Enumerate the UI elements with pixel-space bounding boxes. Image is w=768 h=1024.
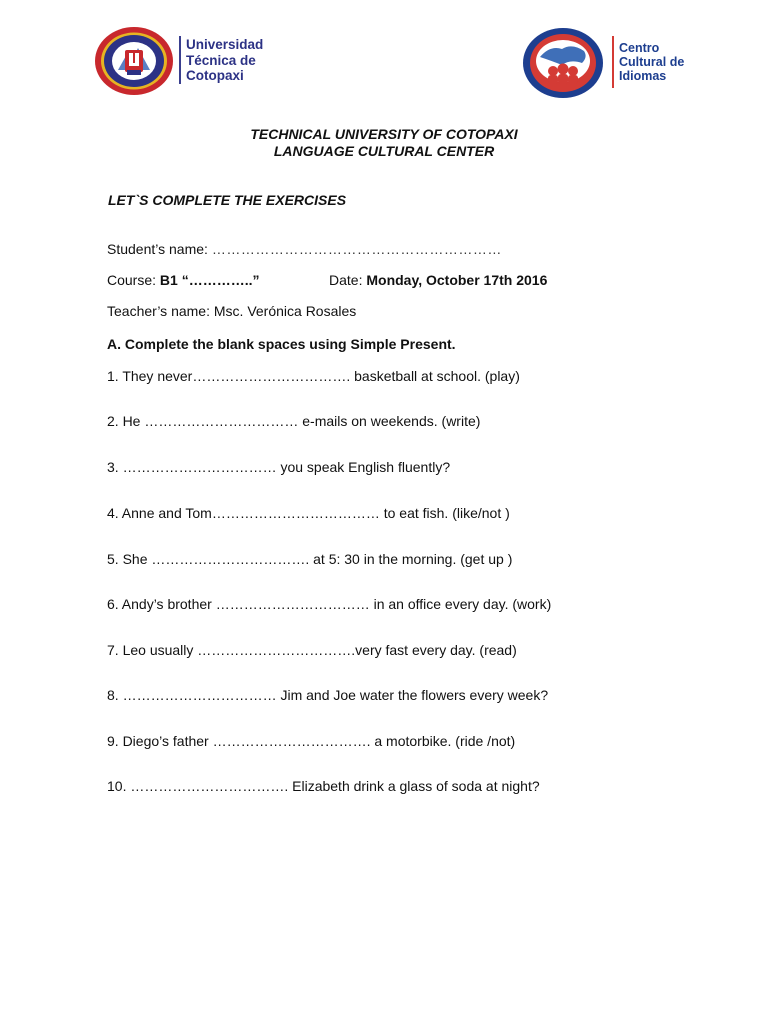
utc-logo-line-2: Técnica de	[186, 52, 256, 68]
exercise-item-1[interactable]: 1. They never……………………………. basketball at school. (play)	[107, 368, 520, 384]
teacher-name-value: Msc. Verónica Rosales	[213, 303, 357, 319]
course-label: Course:	[107, 272, 157, 288]
exercise-item-8[interactable]: 8. …………………………… Jim and Joe water the flowers every week?	[107, 687, 549, 703]
student-name-row	[107, 241, 502, 257]
date-row	[329, 272, 547, 288]
utc-logo-line-3: Cotopaxi	[186, 68, 244, 83]
language-center-line-2: Cultural de	[619, 55, 685, 69]
utc-logo-wordmark	[186, 37, 263, 84]
student-name-blank[interactable]: ……………………………………………………	[211, 241, 502, 257]
document-title-line-1: TECHNICAL UNIVERSITY OF COTOPAXI	[250, 126, 518, 142]
utc-logo-line-1: Universidad	[186, 37, 264, 52]
utc-seal-logo	[94, 26, 174, 96]
language-center-logo-divider	[612, 36, 614, 88]
language-center-line-3: Idiomas	[619, 69, 667, 83]
exercise-item-6[interactable]: 6. Andy’s brother …………………………… in an office every day. (work)	[107, 596, 552, 612]
section-heading: LET`S COMPLETE THE EXERCISES	[108, 192, 347, 208]
exercise-item-4[interactable]: 4. Anne and Tom……………………………… to eat fish. (like/not )	[107, 505, 510, 521]
utc-logo-divider	[179, 36, 181, 84]
exercise-item-7[interactable]: 7. Leo usually …………………………….very fast every day. (read)	[107, 642, 517, 658]
teacher-name-label: Teacher’s name:	[107, 303, 210, 319]
language-center-wordmark	[619, 41, 684, 83]
date-label: Date:	[329, 272, 363, 288]
exercise-item-9[interactable]: 9. Diego’s father ……………………………. a motorbike. (ride /not)	[107, 733, 516, 749]
exercise-item-2[interactable]: 2. He …………………………… e-mails on weekends. (write)	[107, 413, 481, 429]
exercise-instruction: A. Complete the blank spaces using Simple Present.	[107, 336, 456, 352]
document-title-line-2: LANGUAGE CULTURAL CENTER	[273, 143, 495, 159]
language-center-logo	[522, 27, 604, 99]
exercise-item-3[interactable]: 3. …………………………… you speak English fluently?	[107, 459, 451, 475]
exercise-item-5[interactable]: 5. She ……………………………. at 5: 30 in the morning. (get up )	[107, 551, 513, 567]
student-name-label: Student’s name:	[107, 241, 208, 257]
language-center-line-1: Centro	[619, 41, 660, 55]
course-row	[107, 272, 260, 288]
date-value: Monday, October 17th 2016	[366, 272, 548, 288]
exercise-item-10[interactable]: 10. ……………………………. Elizabeth drink a glass of soda at night?	[107, 778, 540, 794]
course-value: B1 “…………..”	[159, 272, 260, 288]
teacher-name-row	[107, 303, 356, 319]
